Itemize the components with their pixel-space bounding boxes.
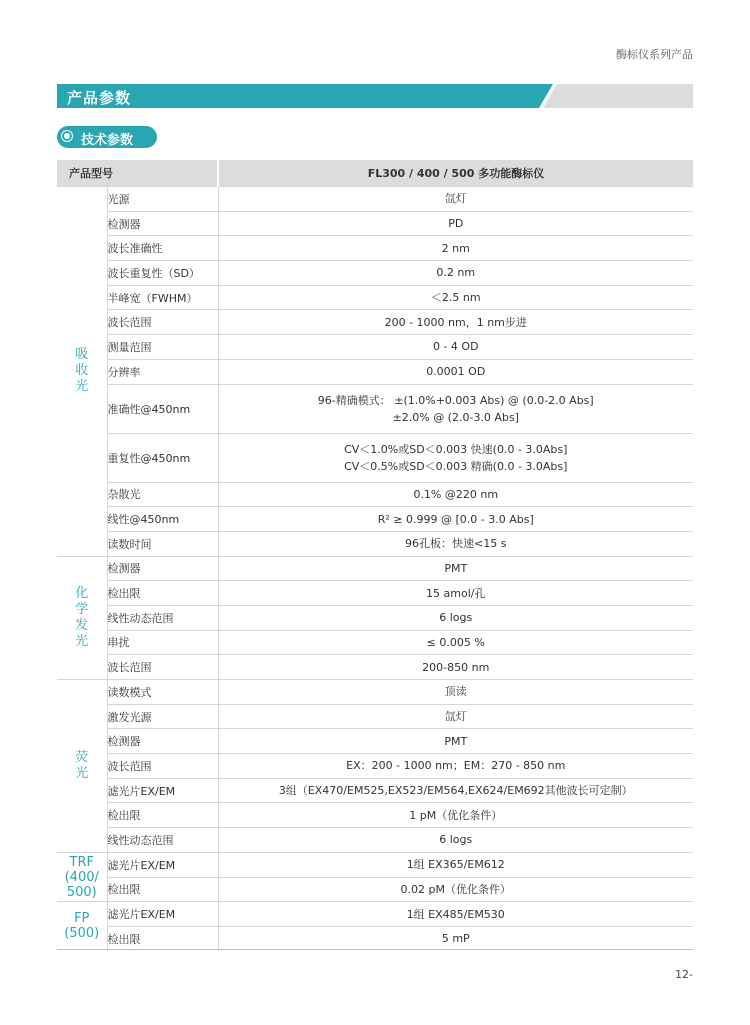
param-value	[218, 335, 693, 360]
table-row	[57, 754, 693, 779]
param-value	[218, 359, 693, 384]
param-value-line: 顶读	[444, 685, 467, 699]
group-label-text: 化学发光	[75, 585, 89, 649]
param-value	[218, 605, 693, 630]
param-name: 重复性@450nm	[107, 433, 218, 482]
param-name: 滤光片EX/EM	[107, 852, 218, 877]
table-row	[57, 729, 693, 754]
table-row	[57, 507, 693, 532]
table-row	[57, 433, 693, 482]
param-name: 检出限	[107, 926, 218, 950]
param-name: 波长范围	[107, 310, 218, 335]
param-name: 滤光片EX/EM	[107, 778, 218, 803]
param-value	[218, 285, 693, 310]
param-name: 杂散光	[107, 482, 218, 507]
param-value	[218, 754, 693, 779]
table-row	[57, 803, 693, 828]
product-series-label: 酶标仪系列产品	[616, 48, 693, 61]
param-name: 波长范围	[107, 754, 218, 779]
param-value-line: CV＜0.5%或SD＜0.003 精确(0.0 - 3.0Abs]	[344, 459, 568, 473]
table-row	[57, 187, 693, 212]
param-name: 激发光源	[107, 704, 218, 729]
param-name: 准确性@450nm	[107, 384, 218, 433]
group-label-text: TRF (400/ 500)	[64, 854, 99, 900]
param-value-line: 3组（EX470/EM525,EX523/EM564,EX624/EM692其他波长可定制）	[278, 784, 633, 798]
group-label-text: 荧光	[75, 749, 89, 781]
param-name: 检出限	[107, 877, 218, 902]
group-label	[57, 902, 107, 951]
param-name: 读数模式	[107, 680, 218, 705]
param-value-line: 氙灯	[444, 192, 467, 206]
table-row	[57, 655, 693, 680]
param-value-line: 200 - 1000 nm，1 nm步进	[384, 315, 527, 329]
param-value	[218, 803, 693, 828]
param-name: 半峰宽（FWHM）	[107, 285, 218, 310]
table-row	[57, 902, 693, 927]
table-row	[57, 384, 693, 433]
param-value-line: 6 logs	[439, 833, 473, 847]
param-value-line: 1 pM（优化条件）	[409, 808, 503, 822]
group-label-text: 吸收光	[75, 347, 89, 395]
param-value-line: PD	[448, 217, 464, 231]
param-name: 串扰	[107, 630, 218, 655]
param-value-line: 氙灯	[444, 710, 467, 724]
param-name: 分辨率	[107, 359, 218, 384]
param-value-line: ＜2.5 nm	[430, 291, 481, 305]
table-row	[57, 310, 693, 335]
spec-table-body	[57, 187, 693, 951]
param-name: 光源	[107, 187, 218, 212]
param-value	[218, 778, 693, 803]
table-row	[57, 828, 693, 853]
param-value	[218, 852, 693, 877]
table-row	[57, 335, 693, 360]
param-value	[218, 482, 693, 507]
param-value-line: 0.2 nm	[436, 266, 476, 280]
param-value	[218, 902, 693, 927]
param-name: 检出限	[107, 581, 218, 606]
param-name: 检测器	[107, 729, 218, 754]
model-label: 产品型号	[57, 160, 218, 187]
param-name: 线性@450nm	[107, 507, 218, 532]
table-row	[57, 531, 693, 556]
param-value-line: 2 nm	[441, 241, 470, 255]
page-number: 12-	[675, 968, 693, 981]
table-row	[57, 482, 693, 507]
param-value-line: 0 - 4 OD	[432, 340, 479, 354]
param-name: 波长准确性	[107, 236, 218, 261]
param-name: 检测器	[107, 211, 218, 236]
param-name: 线性动态范围	[107, 828, 218, 853]
param-value	[218, 655, 693, 680]
param-value-line: R² ≥ 0.999 @ [0.0 - 3.0 Abs]	[377, 512, 534, 526]
table-row	[57, 926, 693, 950]
circle-dot-icon	[61, 130, 73, 142]
param-value-line: 5 mP	[441, 932, 470, 946]
table-row	[57, 261, 693, 286]
param-value-line: 0.0001 OD	[426, 365, 486, 379]
param-value-line: 1组 EX365/EM612	[406, 858, 505, 872]
param-name: 线性动态范围	[107, 605, 218, 630]
table-row	[57, 285, 693, 310]
param-value	[218, 236, 693, 261]
param-value-line: PMT	[444, 561, 468, 575]
param-value-line: 0.02 pM（优化条件）	[400, 882, 511, 896]
param-value-line: ±2.0% @ (2.0-3.0 Abs]	[392, 410, 519, 424]
param-value	[218, 261, 693, 286]
group-label	[57, 187, 107, 557]
param-value	[218, 729, 693, 754]
table-row	[57, 581, 693, 606]
param-value	[218, 187, 693, 212]
table-row	[57, 556, 693, 581]
param-name: 读数时间	[107, 531, 218, 556]
param-value-line: 1组 EX485/EM530	[406, 907, 505, 921]
param-value-line: PMT	[444, 734, 468, 748]
param-value	[218, 556, 693, 581]
banner-title: 产品参数	[67, 89, 132, 107]
param-value-line: CV＜1.0%或SD＜0.003 快速(0.0 - 3.0Abs]	[344, 442, 568, 456]
table-row	[57, 211, 693, 236]
table-row	[57, 877, 693, 902]
param-value	[218, 211, 693, 236]
param-value	[218, 581, 693, 606]
param-value-line: 6 logs	[439, 611, 473, 625]
banner-teal-bar	[57, 84, 553, 108]
param-value-line: 15 amol/孔	[426, 586, 486, 600]
param-value	[218, 704, 693, 729]
param-value-line: EX：200 - 1000 nm；EM：270 - 850 nm	[346, 759, 566, 773]
table-row	[57, 605, 693, 630]
param-name: 检出限	[107, 803, 218, 828]
table-row	[57, 852, 693, 877]
table-row	[57, 359, 693, 384]
group-label	[57, 680, 107, 853]
param-value-line: 200-850 nm	[422, 660, 490, 674]
banner-gray-bar	[543, 84, 693, 108]
param-value	[218, 877, 693, 902]
param-value	[218, 531, 693, 556]
param-value	[218, 630, 693, 655]
section-banner	[57, 84, 693, 108]
param-value	[218, 433, 693, 482]
group-label	[57, 556, 107, 679]
param-value	[218, 507, 693, 532]
group-label	[57, 852, 107, 901]
param-name: 波长重复性（SD）	[107, 261, 218, 286]
param-value	[218, 384, 693, 433]
param-value	[218, 680, 693, 705]
subsection-pill	[57, 126, 157, 148]
param-value-line: 96孔板：快速<15 s	[405, 537, 507, 551]
table-row	[57, 704, 693, 729]
spec-table	[57, 160, 693, 951]
table-row	[57, 778, 693, 803]
param-value-line: 0.1% @220 nm	[413, 487, 499, 501]
param-name: 滤光片EX/EM	[107, 902, 218, 927]
table-header-row	[57, 160, 693, 187]
param-value	[218, 926, 693, 950]
group-label-text: FP (500)	[64, 911, 100, 942]
subsection-title: 技术参数	[81, 133, 134, 148]
model-value: FL300 / 400 / 500 多功能酶标仪	[218, 160, 693, 187]
param-value-line: 96-精确模式： ±(1.0%+0.003 Abs) @ (0.0-2.0 Abs]	[317, 393, 594, 407]
param-value	[218, 828, 693, 853]
param-name: 测量范围	[107, 335, 218, 360]
table-row	[57, 236, 693, 261]
table-row	[57, 630, 693, 655]
param-name: 波长范围	[107, 655, 218, 680]
param-value	[218, 310, 693, 335]
table-row	[57, 680, 693, 705]
table-bottom-border	[57, 949, 693, 950]
param-name: 检测器	[107, 556, 218, 581]
param-value-line: ≤ 0.005 %	[426, 635, 485, 649]
